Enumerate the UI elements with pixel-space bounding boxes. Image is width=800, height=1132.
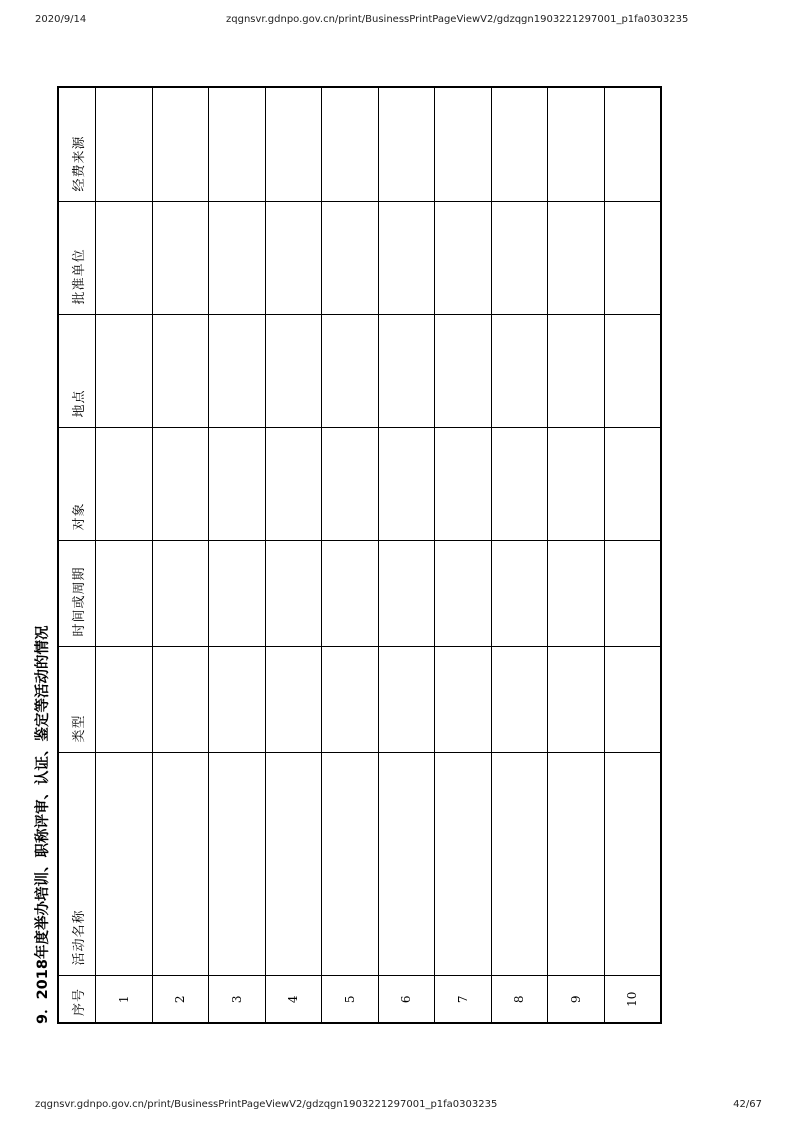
table-cell <box>378 428 435 541</box>
row-seq-cell: 8 <box>491 976 548 1023</box>
row-seq-cell: 1 <box>96 976 153 1023</box>
row-seq-cell: 2 <box>152 976 209 1023</box>
column-header-activity-name: 活动名称 <box>58 753 96 976</box>
table-cell <box>322 202 379 315</box>
row-seq-cell: 4 <box>265 976 322 1023</box>
table-cell <box>152 87 209 202</box>
column-header-type: 类型 <box>58 647 96 753</box>
table-cell <box>435 647 492 753</box>
column-header-location: 地点 <box>58 315 96 428</box>
table-cell <box>96 753 153 976</box>
table-cell <box>322 315 379 428</box>
table-cell <box>548 202 605 315</box>
table-cell <box>604 202 661 315</box>
table-cell <box>265 315 322 428</box>
table-row <box>491 87 548 1023</box>
table-cell <box>265 428 322 541</box>
row-seq-cell: 6 <box>378 976 435 1023</box>
table-row <box>152 87 209 1023</box>
table-row <box>265 87 322 1023</box>
table-row <box>209 87 266 1023</box>
table-cell <box>209 87 266 202</box>
row-seq-cell: 3 <box>209 976 266 1023</box>
table-cell <box>96 87 153 202</box>
table-row <box>435 87 492 1023</box>
table-cell <box>548 87 605 202</box>
table-cell <box>491 541 548 647</box>
row-seq-cell: 9 <box>548 976 605 1023</box>
table-cell <box>96 647 153 753</box>
table-cell <box>604 647 661 753</box>
table-row <box>604 87 661 1023</box>
column-header-approving-unit: 批准单位 <box>58 202 96 315</box>
table-cell <box>152 428 209 541</box>
print-date: 2020/9/14 <box>35 14 87 25</box>
table-cell <box>435 315 492 428</box>
row-seq-cell: 7 <box>435 976 492 1023</box>
table-cell <box>152 202 209 315</box>
table-cell <box>548 315 605 428</box>
table-cell <box>209 753 266 976</box>
table-cell <box>152 541 209 647</box>
rotated-page-content <box>31 0 654 1024</box>
table-cell <box>435 753 492 976</box>
table-cell <box>435 541 492 647</box>
table-cell <box>96 315 153 428</box>
table-cell <box>435 87 492 202</box>
row-seq-cell: 5 <box>322 976 379 1023</box>
table-cell <box>322 541 379 647</box>
table-cell <box>378 647 435 753</box>
table-cell <box>265 202 322 315</box>
table-cell <box>604 541 661 647</box>
table-cell <box>604 753 661 976</box>
table-cell <box>548 541 605 647</box>
table-cell <box>322 753 379 976</box>
table-cell <box>435 202 492 315</box>
column-header-time-period: 时间或周期 <box>58 541 96 647</box>
table-cell <box>604 428 661 541</box>
table-cell <box>152 753 209 976</box>
table-cell <box>265 647 322 753</box>
table-cell <box>265 87 322 202</box>
print-url-header: zqgnsvr.gdnpo.gov.cn/print/BusinessPrintPageViewV2/gdzqgn1903221297001_p1fa0303235 <box>226 14 689 25</box>
table-cell <box>548 647 605 753</box>
table-cell <box>265 541 322 647</box>
table-cell <box>209 541 266 647</box>
table-cell <box>378 753 435 976</box>
table-row <box>322 87 379 1023</box>
table-cell <box>491 647 548 753</box>
row-seq-cell: 10 <box>604 976 661 1023</box>
print-url-footer: zqgnsvr.gdnpo.gov.cn/print/BusinessPrintPageViewV2/gdzqgn1903221297001_p1fa0303235 <box>35 1099 498 1110</box>
table-cell <box>96 541 153 647</box>
table-cell <box>491 315 548 428</box>
activity-table <box>57 86 662 1024</box>
table-cell <box>604 315 661 428</box>
column-header-target: 对象 <box>58 428 96 541</box>
table-cell <box>378 541 435 647</box>
table-cell <box>152 647 209 753</box>
table-cell <box>378 202 435 315</box>
table-cell <box>491 87 548 202</box>
page-number: 42/67 <box>733 1099 762 1110</box>
table-cell <box>548 753 605 976</box>
table-row <box>96 87 153 1023</box>
column-header-seq: 序号 <box>58 976 96 1023</box>
table-cell <box>209 315 266 428</box>
table-cell <box>604 87 661 202</box>
table-cell <box>435 428 492 541</box>
table-row <box>548 87 605 1023</box>
table-cell <box>548 428 605 541</box>
table-cell <box>322 428 379 541</box>
column-header-funding-source: 经费来源 <box>58 87 96 202</box>
table-cell <box>322 87 379 202</box>
table-cell <box>378 315 435 428</box>
section-title: 9．2018年度举办培训、职称评审、认证、鉴定等活动的情况 <box>35 625 51 1024</box>
table-cell <box>209 202 266 315</box>
table-cell <box>491 428 548 541</box>
table-cell <box>96 202 153 315</box>
table-cell <box>96 428 153 541</box>
table-row <box>378 87 435 1023</box>
table-cell <box>491 753 548 976</box>
table-cell <box>378 87 435 202</box>
table-cell <box>152 315 209 428</box>
table-cell <box>322 647 379 753</box>
table-header-row <box>58 87 96 1023</box>
table-cell <box>491 202 548 315</box>
table-cell <box>265 753 322 976</box>
table-cell <box>209 428 266 541</box>
table-cell <box>209 647 266 753</box>
